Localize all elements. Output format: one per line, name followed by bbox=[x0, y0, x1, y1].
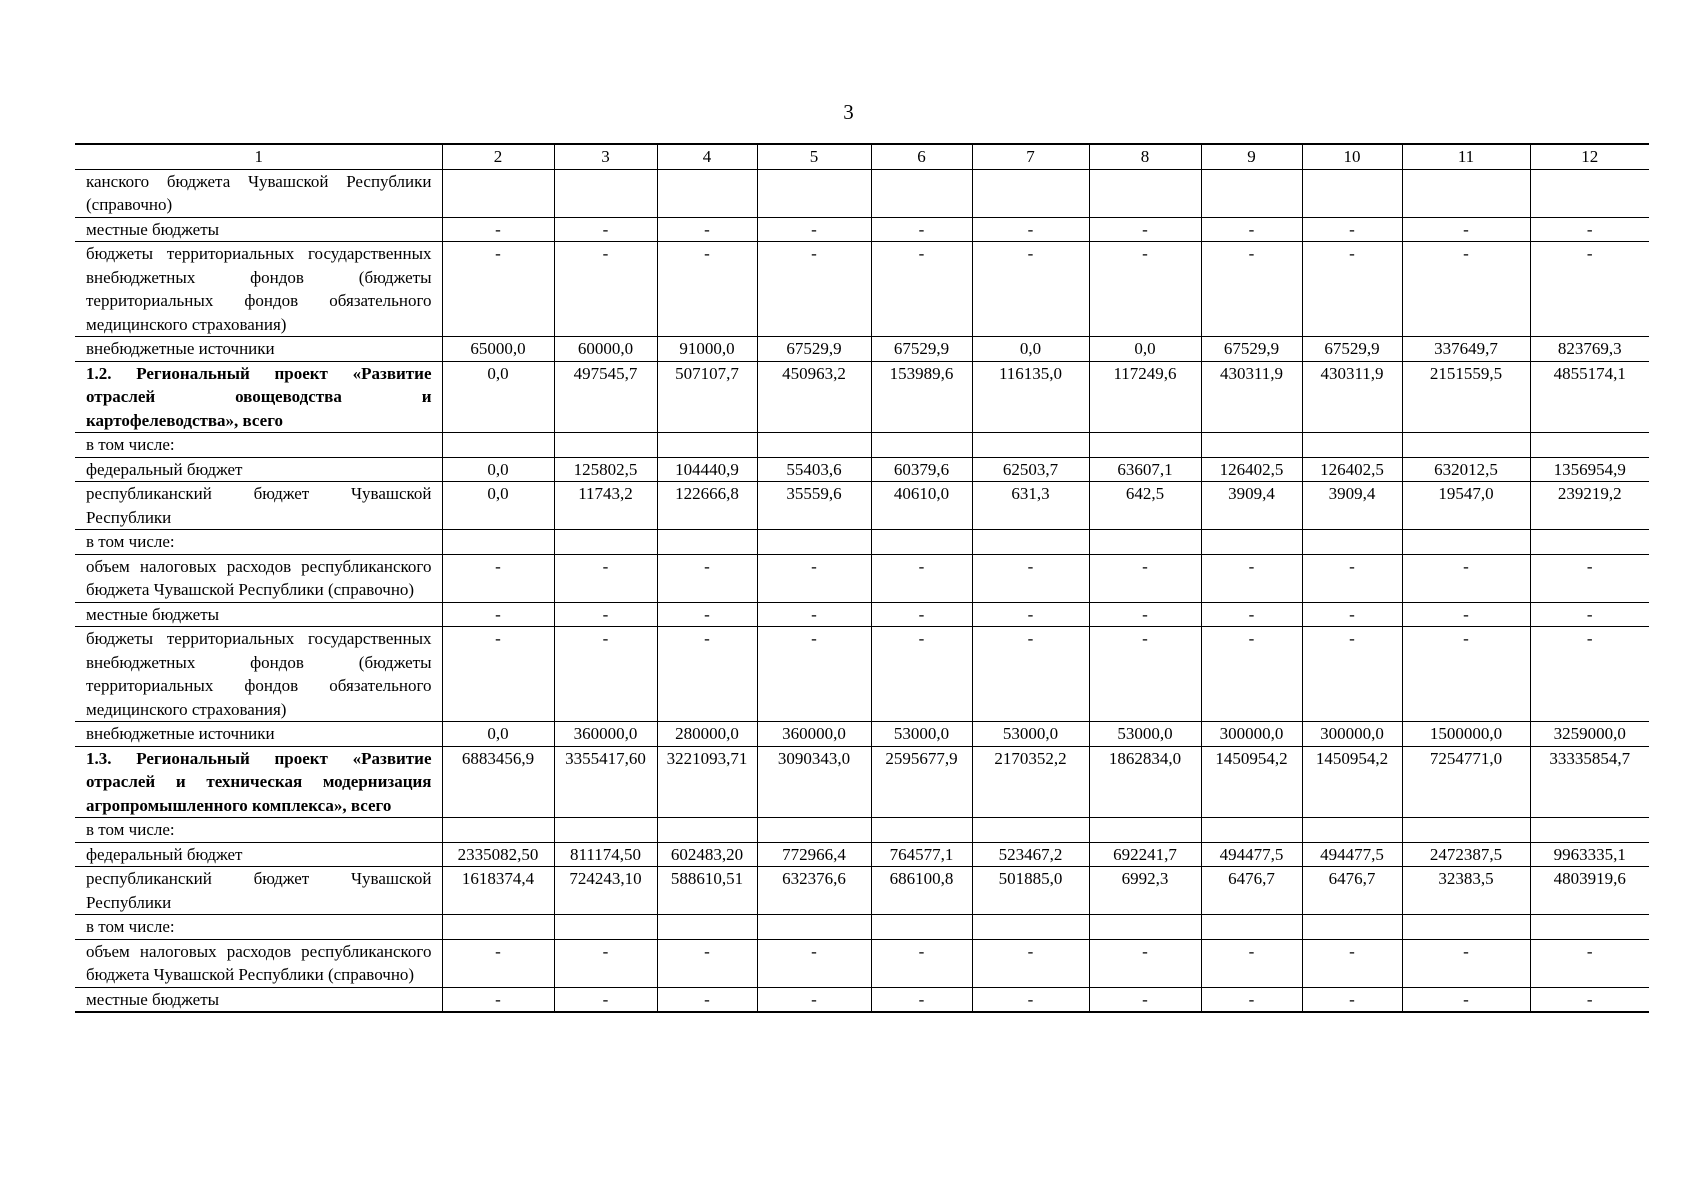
column-header-4: 4 bbox=[657, 144, 757, 169]
table-cell: - bbox=[757, 217, 871, 242]
table-cell: - bbox=[1201, 939, 1302, 987]
table-cell bbox=[757, 915, 871, 940]
table-cell bbox=[554, 530, 657, 555]
table-cell: 62503,7 bbox=[972, 457, 1089, 482]
table-cell bbox=[1302, 433, 1402, 458]
table-cell: 67529,9 bbox=[1302, 337, 1402, 362]
row-label: внебюджетные источники bbox=[75, 337, 442, 362]
table-cell: - bbox=[1402, 987, 1530, 1012]
table-cell bbox=[1402, 530, 1530, 555]
table-cell: 6476,7 bbox=[1302, 867, 1402, 915]
table-cell: 11743,2 bbox=[554, 482, 657, 530]
table-cell: - bbox=[442, 242, 554, 337]
row-label: бюджеты территориальных государственных внебюджетных фондов (бюджеты территориальных фондов обязательного медицинского страхования) bbox=[75, 627, 442, 722]
table-row bbox=[75, 987, 1649, 1012]
table-cell: - bbox=[554, 554, 657, 602]
table-cell bbox=[871, 915, 972, 940]
table-cell: 811174,50 bbox=[554, 842, 657, 867]
row-label: канского бюджета Чувашской Республики (справочно) bbox=[75, 169, 442, 217]
table-cell bbox=[1089, 818, 1201, 843]
row-label: федеральный бюджет bbox=[75, 457, 442, 482]
table-header-row bbox=[75, 144, 1649, 169]
column-header-7: 7 bbox=[972, 144, 1089, 169]
table-cell: 65000,0 bbox=[442, 337, 554, 362]
table-cell bbox=[1402, 915, 1530, 940]
table-cell: - bbox=[1530, 242, 1649, 337]
table-cell: - bbox=[1089, 602, 1201, 627]
table-cell: - bbox=[972, 217, 1089, 242]
table-row bbox=[75, 242, 1649, 337]
table-cell bbox=[871, 530, 972, 555]
table-cell: 430311,9 bbox=[1302, 361, 1402, 433]
table-cell: 1618374,4 bbox=[442, 867, 554, 915]
table-cell bbox=[657, 818, 757, 843]
table-cell: 1356954,9 bbox=[1530, 457, 1649, 482]
table-cell: 0,0 bbox=[442, 457, 554, 482]
table-cell bbox=[1530, 433, 1649, 458]
table-cell: 6992,3 bbox=[1089, 867, 1201, 915]
row-label: в том числе: bbox=[75, 433, 442, 458]
table-cell bbox=[757, 433, 871, 458]
table-cell: 300000,0 bbox=[1302, 722, 1402, 747]
table-cell: - bbox=[657, 627, 757, 722]
table-cell: 2595677,9 bbox=[871, 746, 972, 818]
table-cell: 1500000,0 bbox=[1402, 722, 1530, 747]
table-cell: 63607,1 bbox=[1089, 457, 1201, 482]
table-cell: - bbox=[1402, 939, 1530, 987]
table-cell: 126402,5 bbox=[1201, 457, 1302, 482]
table-cell bbox=[1302, 169, 1402, 217]
table-cell: 53000,0 bbox=[1089, 722, 1201, 747]
table-cell bbox=[1089, 433, 1201, 458]
table-cell: 360000,0 bbox=[757, 722, 871, 747]
row-label: федеральный бюджет bbox=[75, 842, 442, 867]
table-row bbox=[75, 939, 1649, 987]
table-row bbox=[75, 337, 1649, 362]
row-label: бюджеты территориальных государственных внебюджетных фондов (бюджеты территориальных фондов обязательного медицинского страхования) bbox=[75, 242, 442, 337]
table-cell bbox=[1530, 530, 1649, 555]
table-cell: 33335854,7 bbox=[1530, 746, 1649, 818]
table-cell bbox=[757, 169, 871, 217]
table-cell bbox=[972, 433, 1089, 458]
row-label: 1.2. Региональный проект «Развитие отраслей овощеводства и картофелеводства», всего bbox=[75, 361, 442, 433]
table-cell bbox=[757, 530, 871, 555]
table-cell bbox=[442, 530, 554, 555]
table-cell bbox=[657, 433, 757, 458]
table-cell: 497545,7 bbox=[554, 361, 657, 433]
table-cell: - bbox=[657, 987, 757, 1012]
column-header-6: 6 bbox=[871, 144, 972, 169]
table-cell: - bbox=[1402, 217, 1530, 242]
table-cell bbox=[554, 915, 657, 940]
table-cell: 642,5 bbox=[1089, 482, 1201, 530]
table-cell bbox=[972, 530, 1089, 555]
column-header-12: 12 bbox=[1530, 144, 1649, 169]
table-cell: 126402,5 bbox=[1302, 457, 1402, 482]
table-cell: 104440,9 bbox=[657, 457, 757, 482]
table-cell bbox=[1402, 433, 1530, 458]
table-row bbox=[75, 169, 1649, 217]
table-cell bbox=[972, 915, 1089, 940]
table-cell: 67529,9 bbox=[757, 337, 871, 362]
table-cell: - bbox=[1201, 602, 1302, 627]
row-label: объем налоговых расходов республиканского бюджета Чувашской Республики (справочно) bbox=[75, 939, 442, 987]
table-cell: - bbox=[1089, 554, 1201, 602]
budget-table bbox=[75, 143, 1649, 1013]
table-cell bbox=[757, 818, 871, 843]
table-cell: 337649,7 bbox=[1402, 337, 1530, 362]
table-cell: - bbox=[757, 939, 871, 987]
column-header-8: 8 bbox=[1089, 144, 1201, 169]
table-cell: - bbox=[972, 602, 1089, 627]
row-label: республиканский бюджет Чувашской Республики bbox=[75, 482, 442, 530]
table-cell: 494477,5 bbox=[1302, 842, 1402, 867]
table-cell: - bbox=[1089, 217, 1201, 242]
table-row bbox=[75, 627, 1649, 722]
table-cell: 53000,0 bbox=[972, 722, 1089, 747]
table-cell: - bbox=[554, 242, 657, 337]
table-cell: - bbox=[1302, 554, 1402, 602]
table-cell bbox=[871, 433, 972, 458]
table-cell: 32383,5 bbox=[1402, 867, 1530, 915]
table-cell: - bbox=[1530, 939, 1649, 987]
table-cell: - bbox=[1402, 554, 1530, 602]
table-cell bbox=[554, 169, 657, 217]
table-cell bbox=[1201, 915, 1302, 940]
table-row bbox=[75, 818, 1649, 843]
row-label: местные бюджеты bbox=[75, 602, 442, 627]
row-label: местные бюджеты bbox=[75, 217, 442, 242]
table-cell: 6883456,9 bbox=[442, 746, 554, 818]
table-cell: 4803919,6 bbox=[1530, 867, 1649, 915]
table-cell: 1862834,0 bbox=[1089, 746, 1201, 818]
table-cell: - bbox=[442, 602, 554, 627]
column-header-2: 2 bbox=[442, 144, 554, 169]
table-row bbox=[75, 915, 1649, 940]
table-cell: - bbox=[1530, 987, 1649, 1012]
table-cell bbox=[1302, 818, 1402, 843]
table-cell: 7254771,0 bbox=[1402, 746, 1530, 818]
table-cell: - bbox=[657, 939, 757, 987]
table-cell: - bbox=[657, 242, 757, 337]
table-row bbox=[75, 867, 1649, 915]
column-header-5: 5 bbox=[757, 144, 871, 169]
table-row bbox=[75, 482, 1649, 530]
table-cell: 40610,0 bbox=[871, 482, 972, 530]
table-cell: 1450954,2 bbox=[1201, 746, 1302, 818]
table-cell: 4855174,1 bbox=[1530, 361, 1649, 433]
table-cell: 35559,6 bbox=[757, 482, 871, 530]
table-cell: 122666,8 bbox=[657, 482, 757, 530]
table-cell: - bbox=[657, 602, 757, 627]
table-row bbox=[75, 602, 1649, 627]
table-cell: 60000,0 bbox=[554, 337, 657, 362]
table-cell bbox=[1201, 169, 1302, 217]
table-cell: - bbox=[1089, 242, 1201, 337]
table-cell: - bbox=[871, 554, 972, 602]
table-cell bbox=[1530, 169, 1649, 217]
table-cell: 53000,0 bbox=[871, 722, 972, 747]
table-cell: 67529,9 bbox=[871, 337, 972, 362]
table-cell: - bbox=[972, 987, 1089, 1012]
table-cell: - bbox=[1201, 554, 1302, 602]
table-cell: - bbox=[1402, 627, 1530, 722]
table-cell: - bbox=[554, 987, 657, 1012]
table-cell: 6476,7 bbox=[1201, 867, 1302, 915]
table-cell: - bbox=[1302, 627, 1402, 722]
table-cell: - bbox=[1201, 217, 1302, 242]
table-cell bbox=[442, 433, 554, 458]
table-cell: - bbox=[757, 554, 871, 602]
table-cell: 450963,2 bbox=[757, 361, 871, 433]
table-row bbox=[75, 361, 1649, 433]
table-cell: - bbox=[554, 602, 657, 627]
table-cell: 588610,51 bbox=[657, 867, 757, 915]
table-cell: 632376,6 bbox=[757, 867, 871, 915]
table-cell: 2170352,2 bbox=[972, 746, 1089, 818]
table-cell bbox=[1530, 818, 1649, 843]
table-cell: - bbox=[442, 987, 554, 1012]
table-cell bbox=[1402, 169, 1530, 217]
table-cell: 55403,6 bbox=[757, 457, 871, 482]
table-cell bbox=[1089, 169, 1201, 217]
row-label: объем налоговых расходов республиканского бюджета Чувашской Республики (справочно) bbox=[75, 554, 442, 602]
table-cell: - bbox=[1201, 627, 1302, 722]
table-cell: - bbox=[871, 987, 972, 1012]
row-label: республиканский бюджет Чувашской Республики bbox=[75, 867, 442, 915]
table-cell: 602483,20 bbox=[657, 842, 757, 867]
table-cell bbox=[1302, 915, 1402, 940]
table-cell: - bbox=[442, 627, 554, 722]
table-cell: - bbox=[1402, 602, 1530, 627]
table-cell: 523467,2 bbox=[972, 842, 1089, 867]
table-cell bbox=[1089, 915, 1201, 940]
table-cell: - bbox=[657, 217, 757, 242]
table-cell bbox=[657, 169, 757, 217]
table-cell: - bbox=[871, 627, 972, 722]
table-cell: 0,0 bbox=[442, 722, 554, 747]
table-cell: 430311,9 bbox=[1201, 361, 1302, 433]
table-cell: 280000,0 bbox=[657, 722, 757, 747]
table-row bbox=[75, 746, 1649, 818]
table-cell bbox=[442, 818, 554, 843]
table-cell bbox=[1201, 530, 1302, 555]
table-cell: 632012,5 bbox=[1402, 457, 1530, 482]
table-cell: 125802,5 bbox=[554, 457, 657, 482]
table-row bbox=[75, 842, 1649, 867]
table-cell bbox=[554, 818, 657, 843]
table-cell: 631,3 bbox=[972, 482, 1089, 530]
table-cell bbox=[972, 169, 1089, 217]
table-cell: 686100,8 bbox=[871, 867, 972, 915]
table-cell: - bbox=[871, 939, 972, 987]
table-cell: 3909,4 bbox=[1201, 482, 1302, 530]
table-cell: - bbox=[757, 987, 871, 1012]
table-cell: - bbox=[1530, 602, 1649, 627]
table-cell: - bbox=[1302, 217, 1402, 242]
table-cell bbox=[871, 169, 972, 217]
row-label: 1.3. Региональный проект «Развитие отраслей и техническая модернизация агропромышленного комплекса», всего bbox=[75, 746, 442, 818]
row-label: в том числе: bbox=[75, 915, 442, 940]
column-header-10: 10 bbox=[1302, 144, 1402, 169]
table-cell: 3909,4 bbox=[1302, 482, 1402, 530]
table-cell: 67529,9 bbox=[1201, 337, 1302, 362]
table-cell: - bbox=[972, 242, 1089, 337]
table-cell: - bbox=[554, 217, 657, 242]
table-cell: 153989,6 bbox=[871, 361, 972, 433]
table-cell: 3090343,0 bbox=[757, 746, 871, 818]
table-cell: 116135,0 bbox=[972, 361, 1089, 433]
budget-table-container bbox=[75, 143, 1649, 1013]
table-row bbox=[75, 217, 1649, 242]
table-cell: 2472387,5 bbox=[1402, 842, 1530, 867]
table-cell: 3259000,0 bbox=[1530, 722, 1649, 747]
table-cell: - bbox=[1089, 627, 1201, 722]
table-row bbox=[75, 554, 1649, 602]
table-cell: 1450954,2 bbox=[1302, 746, 1402, 818]
table-cell: 3355417,60 bbox=[554, 746, 657, 818]
table-cell: 764577,1 bbox=[871, 842, 972, 867]
table-cell: 494477,5 bbox=[1201, 842, 1302, 867]
table-cell: 692241,7 bbox=[1089, 842, 1201, 867]
column-header-11: 11 bbox=[1402, 144, 1530, 169]
table-cell bbox=[1302, 530, 1402, 555]
table-cell: 772966,4 bbox=[757, 842, 871, 867]
table-cell bbox=[1089, 530, 1201, 555]
table-cell: - bbox=[1089, 939, 1201, 987]
table-cell bbox=[442, 169, 554, 217]
table-cell: - bbox=[757, 242, 871, 337]
table-cell: - bbox=[1302, 602, 1402, 627]
table-cell: - bbox=[1530, 554, 1649, 602]
table-cell: - bbox=[442, 554, 554, 602]
table-row bbox=[75, 722, 1649, 747]
table-cell: - bbox=[1201, 242, 1302, 337]
table-row bbox=[75, 433, 1649, 458]
table-cell: - bbox=[757, 602, 871, 627]
table-cell: 0,0 bbox=[442, 482, 554, 530]
table-cell: - bbox=[442, 939, 554, 987]
table-cell: - bbox=[442, 217, 554, 242]
table-cell bbox=[1530, 915, 1649, 940]
table-cell: - bbox=[1302, 987, 1402, 1012]
table-cell bbox=[972, 818, 1089, 843]
table-cell: - bbox=[871, 242, 972, 337]
table-cell: - bbox=[871, 217, 972, 242]
table-cell: 60379,6 bbox=[871, 457, 972, 482]
table-cell: - bbox=[1530, 217, 1649, 242]
table-cell bbox=[657, 530, 757, 555]
table-cell bbox=[442, 915, 554, 940]
table-cell bbox=[1201, 818, 1302, 843]
row-label: внебюджетные источники bbox=[75, 722, 442, 747]
table-cell: - bbox=[972, 554, 1089, 602]
table-cell: - bbox=[1302, 242, 1402, 337]
table-cell: - bbox=[1089, 987, 1201, 1012]
table-cell: 501885,0 bbox=[972, 867, 1089, 915]
table-cell: 9963335,1 bbox=[1530, 842, 1649, 867]
table-cell: - bbox=[871, 602, 972, 627]
table-cell: 724243,10 bbox=[554, 867, 657, 915]
table-cell: 239219,2 bbox=[1530, 482, 1649, 530]
table-cell: 360000,0 bbox=[554, 722, 657, 747]
table-cell: 0,0 bbox=[1089, 337, 1201, 362]
table-cell: - bbox=[972, 627, 1089, 722]
table-cell: - bbox=[1402, 242, 1530, 337]
table-row bbox=[75, 530, 1649, 555]
table-cell bbox=[657, 915, 757, 940]
table-cell: - bbox=[657, 554, 757, 602]
table-cell: - bbox=[554, 627, 657, 722]
table-cell: - bbox=[1530, 627, 1649, 722]
row-label: в том числе: bbox=[75, 530, 442, 555]
column-header-1: 1 bbox=[75, 144, 442, 169]
table-cell bbox=[1201, 433, 1302, 458]
table-cell: 91000,0 bbox=[657, 337, 757, 362]
table-cell: 2335082,50 bbox=[442, 842, 554, 867]
row-label: местные бюджеты bbox=[75, 987, 442, 1012]
table-cell: - bbox=[972, 939, 1089, 987]
table-cell bbox=[554, 433, 657, 458]
table-cell: 117249,6 bbox=[1089, 361, 1201, 433]
column-header-3: 3 bbox=[554, 144, 657, 169]
table-cell: 19547,0 bbox=[1402, 482, 1530, 530]
table-row bbox=[75, 457, 1649, 482]
table-cell: 2151559,5 bbox=[1402, 361, 1530, 433]
table-cell: 3221093,71 bbox=[657, 746, 757, 818]
table-cell: 507107,7 bbox=[657, 361, 757, 433]
column-header-9: 9 bbox=[1201, 144, 1302, 169]
table-body bbox=[75, 144, 1649, 1012]
table-cell bbox=[871, 818, 972, 843]
table-cell: - bbox=[554, 939, 657, 987]
table-cell: - bbox=[757, 627, 871, 722]
table-cell: 823769,3 bbox=[1530, 337, 1649, 362]
table-cell: - bbox=[1302, 939, 1402, 987]
page-number: 3 bbox=[843, 100, 854, 124]
table-cell: 0,0 bbox=[972, 337, 1089, 362]
table-cell bbox=[1402, 818, 1530, 843]
table-cell: 0,0 bbox=[442, 361, 554, 433]
table-cell: 300000,0 bbox=[1201, 722, 1302, 747]
table-cell: - bbox=[1201, 987, 1302, 1012]
row-label: в том числе: bbox=[75, 818, 442, 843]
